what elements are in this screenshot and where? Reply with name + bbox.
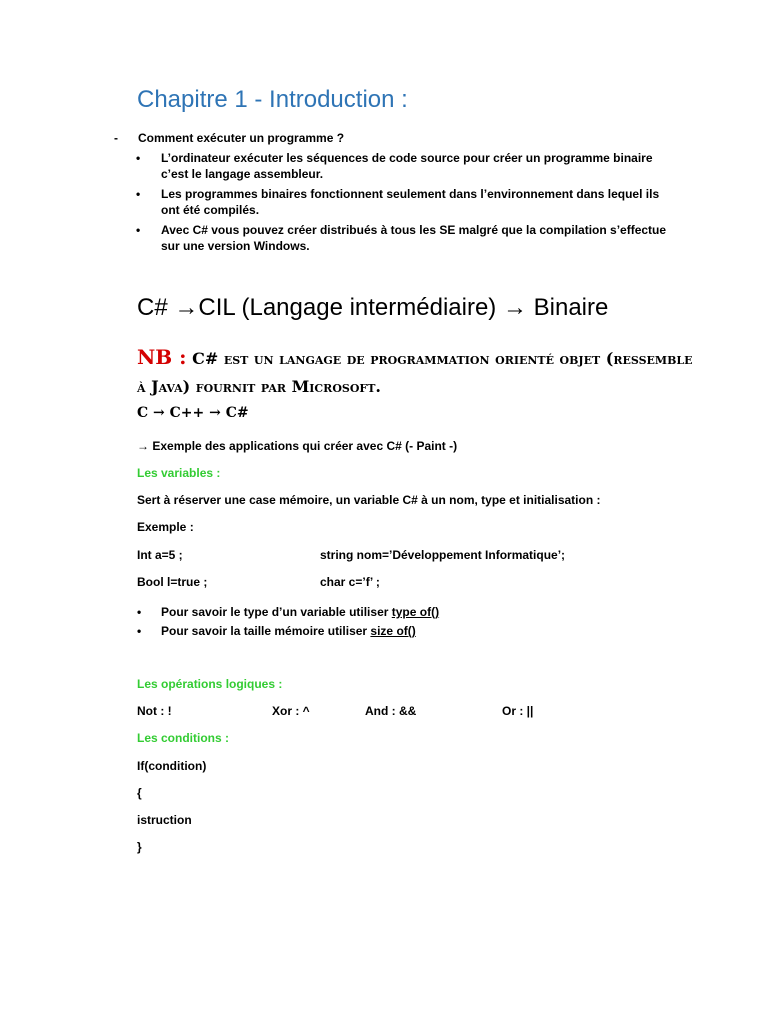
arrow-right-icon: → [502, 294, 527, 321]
list-item [137, 622, 439, 641]
list-item [133, 222, 673, 254]
intro-bullet-list [133, 150, 673, 258]
tip-text: Pour savoir le type d’un variable utiliser [161, 605, 392, 619]
arrow-right-icon: → [209, 405, 221, 421]
code-string-declaration: string nom=’Développement Informatique’; [320, 548, 566, 562]
language-chain [137, 405, 249, 421]
variables-heading: Les variables : [137, 466, 221, 480]
bullet-text: L’ordinateur exécuter les séquences de code source pour créer un programme binaire c’est le langage assembleur. [161, 151, 653, 181]
variables-tips-list [137, 603, 439, 641]
code-bool-declaration: Bool l=true ; [137, 575, 208, 589]
pipeline-start: C# [137, 294, 168, 321]
logic-not: Not : ! [137, 704, 172, 718]
example-label: Exemple : [137, 520, 194, 534]
chain-c: C [137, 405, 149, 421]
nb-label: NB : [137, 345, 187, 369]
bullet-text: Les programmes binaires fonctionnent seulement dans l’environnement dans lequel ils ont été compilés. [161, 187, 660, 217]
intro-question: Comment exécuter un programme ? [138, 131, 345, 145]
code-char-declaration: char c=’f’ ; [320, 575, 380, 589]
bullet-text: Avec C# vous pouvez créer distribués à tous les SE malgré que la compilation s’effectue sur une version Windows. [161, 223, 667, 253]
list-item [133, 186, 673, 218]
chain-cpp: C++ [169, 405, 205, 421]
conditions-heading: Les conditions : [137, 731, 230, 745]
code-if-line: If(condition) [137, 759, 207, 773]
bullet-icon: • [137, 624, 142, 638]
code-close-brace: } [137, 840, 142, 854]
code-int-declaration: Int a=5 ; [137, 548, 183, 562]
logic-xor: Xor : ^ [272, 704, 310, 718]
logic-and: And : && [365, 704, 417, 718]
code-open-brace: { [137, 786, 142, 800]
nb-text: C# est un langage de programmation orienté objet (ressemble à Java) fournit par Microsoft. [137, 349, 693, 396]
list-item [133, 150, 673, 182]
compilation-pipeline [137, 294, 608, 322]
tip-text: Pour savoir la taille mémoire utiliser [161, 624, 371, 638]
logic-heading: Les opérations logiques : [137, 677, 283, 691]
list-item [137, 603, 439, 622]
arrow-right-icon: → [174, 294, 199, 321]
chain-csharp: C# [225, 405, 249, 421]
bullet-icon: • [136, 187, 141, 201]
nb-note [137, 343, 697, 401]
tip-code: size of() [370, 624, 416, 638]
tip-code: type of() [391, 605, 440, 619]
bullet-icon: • [137, 605, 142, 619]
examples-line [137, 439, 457, 453]
dash-marker: - [114, 131, 118, 145]
pipeline-end: Binaire [533, 294, 609, 321]
variables-description: Sert à réserver une case mémoire, un variable C# à un nom, type et initialisation : [137, 493, 601, 507]
pipeline-middle: CIL (Langage intermédiaire) [198, 294, 497, 321]
arrow-right-icon: → [153, 405, 165, 421]
bullet-icon: • [136, 151, 141, 165]
examples-text: Exemple des applications qui créer avec C# (- Paint -) [152, 439, 458, 453]
code-instruction-line: istruction [137, 813, 192, 827]
bullet-icon: • [136, 223, 141, 237]
arrow-right-icon: → [137, 439, 149, 453]
page-title: Chapitre 1 - Introduction : [137, 86, 408, 113]
logic-or: Or : || [502, 704, 534, 718]
